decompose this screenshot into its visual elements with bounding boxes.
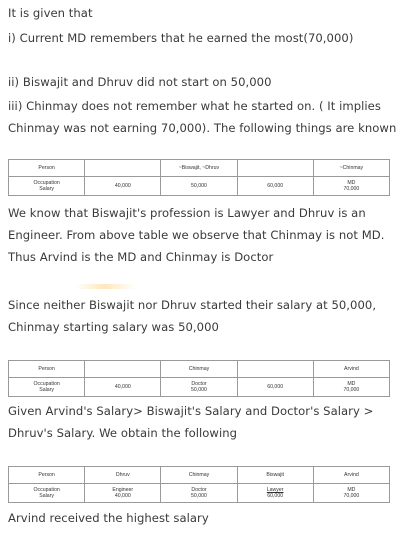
table-cell (237, 160, 313, 177)
table-row (9, 177, 390, 196)
scan-artifact (75, 284, 135, 289)
table-row (9, 484, 390, 503)
table-cell: MD 70,000 (313, 378, 389, 397)
table-row (9, 378, 390, 397)
clue-1: i) Current MD remembers that he earned the most(70,000) (8, 31, 354, 45)
table-cell (85, 361, 161, 378)
table-cell: Arvind (313, 467, 389, 484)
table-cell: 50,000 (161, 177, 237, 196)
table-row (9, 160, 390, 177)
table-cell: Chinmay (161, 467, 237, 484)
table-cell (237, 361, 313, 378)
intro-text: It is given that (8, 6, 93, 20)
table-cell: Lawyer 60,000 (237, 484, 313, 503)
table-cell: Person (9, 361, 85, 378)
table-known-facts (8, 159, 390, 196)
table-row (9, 467, 390, 484)
table-cell: ~Biswajit, ~Dhruv (161, 160, 237, 177)
table-final-result (8, 466, 390, 503)
table-cell: Person (9, 160, 85, 177)
paragraph-comparison: Given Arvind's Salary> Biswajit's Salary and Doctor's Salary > Dhruv's Salary. We obtain the following (8, 404, 374, 440)
table-cell: Chinmay (161, 361, 237, 378)
table-cell: Engineer 40,000 (85, 484, 161, 503)
paragraph-salary: Since neither Biswajit nor Dhruv started their salary at 50,000, Chinmay starting salary was 50,000 (8, 298, 377, 334)
table-chinmay-arvind (8, 360, 390, 397)
table-cell: Doctor 50,000 (161, 484, 237, 503)
table-cell: 60,000 (237, 378, 313, 397)
table-cell: Dhruv (85, 467, 161, 484)
conclusion-text: Arvind received the highest salary (8, 511, 209, 525)
table-cell: 40,000 (85, 378, 161, 397)
table-cell: Arvind (313, 361, 389, 378)
table-cell: MD 70,000 (313, 177, 389, 196)
table-cell: MD 70,000 (313, 484, 389, 503)
table-cell: Occupation Salary (9, 177, 85, 196)
table-cell: Biswajit (237, 467, 313, 484)
clue-2: ii) Biswajit and Dhruv did not start on 50,000 (8, 75, 272, 89)
table-cell: 60,000 (237, 177, 313, 196)
table-cell: Occupation Salary (9, 378, 85, 397)
table-row (9, 361, 390, 378)
table-cell: Person (9, 467, 85, 484)
clue-3: iii) Chinmay does not remember what he started on. ( It implies Chinmay was not earning 70,000). The following things are known (8, 99, 397, 135)
table-cell: ~Chinmay (313, 160, 389, 177)
table-cell: Doctor 50,000 (161, 378, 237, 397)
table-cell: 40,000 (85, 177, 161, 196)
table-cell: Occupation Salary (9, 484, 85, 503)
table-cell (85, 160, 161, 177)
paragraph-deduction: We know that Biswajit's profession is Lawyer and Dhruv is an Engineer. From above table we observe that Chinmay is not MD. Thus Arvind is the MD and Chinmay is Doctor (8, 206, 385, 264)
